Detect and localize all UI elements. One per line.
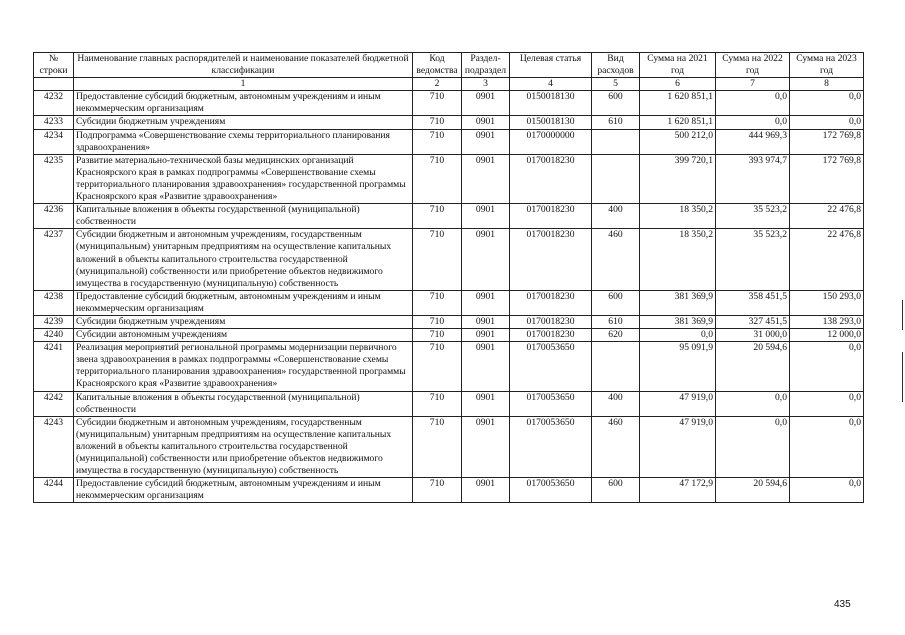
row-target: 0170053650 bbox=[510, 342, 592, 391]
row-dept-code: 710 bbox=[413, 416, 462, 477]
row-target: 0170018230 bbox=[510, 315, 592, 328]
row-sum-2021: 0,0 bbox=[640, 329, 716, 342]
row-exp-type: 600 bbox=[592, 290, 640, 315]
header-dept-code: Код ведомства bbox=[413, 53, 462, 78]
row-dept-code: 710 bbox=[413, 342, 462, 391]
row-name: Предоставление субсидий бюджетным, автономным учреждениям и иным некоммерческим организациям bbox=[74, 290, 413, 315]
row-exp-type: 400 bbox=[592, 204, 640, 229]
row-target: 0170053650 bbox=[510, 416, 592, 477]
row-dept-code: 710 bbox=[413, 129, 462, 154]
row-target: 0170018230 bbox=[510, 290, 592, 315]
header-sum-2022: Сумма на 2022 год bbox=[716, 53, 790, 78]
row-number: 4233 bbox=[34, 116, 74, 129]
margin-mark bbox=[902, 300, 903, 330]
row-sum-2022: 0,0 bbox=[716, 116, 790, 129]
row-number: 4240 bbox=[34, 329, 74, 342]
row-number: 4237 bbox=[34, 229, 74, 290]
row-section: 0901 bbox=[462, 416, 510, 477]
row-exp-type: 400 bbox=[592, 391, 640, 416]
row-sum-2022: 31 000,0 bbox=[716, 329, 790, 342]
row-exp-type: 460 bbox=[592, 229, 640, 290]
column-number: 2 bbox=[413, 78, 462, 91]
row-sum-2022: 358 451,5 bbox=[716, 290, 790, 315]
row-dept-code: 710 bbox=[413, 478, 462, 503]
row-number: 4243 bbox=[34, 416, 74, 477]
row-name: Субсидии бюджетным учреждениям bbox=[74, 116, 413, 129]
row-sum-2023: 0,0 bbox=[790, 416, 864, 477]
margin-mark bbox=[902, 352, 903, 402]
row-exp-type bbox=[592, 129, 640, 154]
row-exp-type: 460 bbox=[592, 416, 640, 477]
row-number: 4242 bbox=[34, 391, 74, 416]
table-row bbox=[34, 154, 864, 203]
row-dept-code: 710 bbox=[413, 91, 462, 116]
row-exp-type: 610 bbox=[592, 116, 640, 129]
row-name: Капитальные вложения в объекты государственной (муниципальной) собственности bbox=[74, 391, 413, 416]
table-row bbox=[34, 329, 864, 342]
column-number-row bbox=[34, 78, 864, 91]
row-sum-2021: 399 720,1 bbox=[640, 154, 716, 203]
row-section: 0901 bbox=[462, 116, 510, 129]
row-sum-2023: 12 000,0 bbox=[790, 329, 864, 342]
row-sum-2021: 381 369,9 bbox=[640, 315, 716, 328]
row-name: Развитие материально-технической базы медицинских организаций Красноярского края в рамках подпрограммы «Совершенствование схемы территориального планирования здравоохранения» государственной программы Красноярского края «Развитие здравоохранения» bbox=[74, 154, 413, 203]
row-target: 0170053650 bbox=[510, 478, 592, 503]
row-section: 0901 bbox=[462, 290, 510, 315]
header-exp-type: Вид расходов bbox=[592, 53, 640, 78]
row-sum-2021: 381 369,9 bbox=[640, 290, 716, 315]
row-target: 0170018230 bbox=[510, 204, 592, 229]
table-row bbox=[34, 229, 864, 290]
row-number: 4239 bbox=[34, 315, 74, 328]
row-number: 4241 bbox=[34, 342, 74, 391]
row-sum-2022: 0,0 bbox=[716, 391, 790, 416]
header-target: Целевая статья bbox=[510, 53, 592, 78]
row-sum-2021: 1 620 851,1 bbox=[640, 91, 716, 116]
header-name: Наименование главных распорядителей и наименование показателей бюджетной классификации bbox=[74, 53, 413, 78]
row-sum-2023: 0,0 bbox=[790, 91, 864, 116]
row-number: 4235 bbox=[34, 154, 74, 203]
row-section: 0901 bbox=[462, 391, 510, 416]
table-row bbox=[34, 204, 864, 229]
row-sum-2021: 18 350,2 bbox=[640, 204, 716, 229]
header-section: Раздел-подраздел bbox=[462, 53, 510, 78]
row-sum-2021: 47 172,9 bbox=[640, 478, 716, 503]
row-sum-2022: 327 451,5 bbox=[716, 315, 790, 328]
row-sum-2021: 500 212,0 bbox=[640, 129, 716, 154]
row-sum-2022: 35 523,2 bbox=[716, 229, 790, 290]
header-row-no: № строки bbox=[34, 53, 74, 78]
page-number: 435 bbox=[834, 599, 851, 610]
row-sum-2023: 0,0 bbox=[790, 342, 864, 391]
row-exp-type bbox=[592, 342, 640, 391]
row-dept-code: 710 bbox=[413, 290, 462, 315]
row-section: 0901 bbox=[462, 478, 510, 503]
row-sum-2023: 150 293,0 bbox=[790, 290, 864, 315]
row-dept-code: 710 bbox=[413, 154, 462, 203]
row-dept-code: 710 bbox=[413, 329, 462, 342]
column-number bbox=[34, 78, 74, 91]
row-target: 0170018230 bbox=[510, 154, 592, 203]
table-row bbox=[34, 391, 864, 416]
row-sum-2021: 18 350,2 bbox=[640, 229, 716, 290]
row-exp-type: 610 bbox=[592, 315, 640, 328]
row-sum-2023: 172 769,8 bbox=[790, 154, 864, 203]
row-sum-2022: 444 969,3 bbox=[716, 129, 790, 154]
table-row bbox=[34, 116, 864, 129]
row-number: 4236 bbox=[34, 204, 74, 229]
row-sum-2022: 35 523,2 bbox=[716, 204, 790, 229]
row-exp-type: 620 bbox=[592, 329, 640, 342]
row-section: 0901 bbox=[462, 129, 510, 154]
budget-table bbox=[33, 52, 864, 503]
row-section: 0901 bbox=[462, 91, 510, 116]
row-section: 0901 bbox=[462, 154, 510, 203]
row-number: 4234 bbox=[34, 129, 74, 154]
table-row bbox=[34, 478, 864, 503]
row-sum-2022: 393 974,7 bbox=[716, 154, 790, 203]
row-name: Субсидии бюджетным учреждениям bbox=[74, 315, 413, 328]
row-sum-2021: 47 919,0 bbox=[640, 391, 716, 416]
row-dept-code: 710 bbox=[413, 391, 462, 416]
column-number: 8 bbox=[790, 78, 864, 91]
column-number: 7 bbox=[716, 78, 790, 91]
row-dept-code: 710 bbox=[413, 204, 462, 229]
row-number: 4244 bbox=[34, 478, 74, 503]
table-row bbox=[34, 290, 864, 315]
row-name: Субсидии автономным учреждениям bbox=[74, 329, 413, 342]
row-exp-type bbox=[592, 154, 640, 203]
row-target: 0150018130 bbox=[510, 116, 592, 129]
row-name: Предоставление субсидий бюджетным, автономным учреждениям и иным некоммерческим организациям bbox=[74, 91, 413, 116]
table-row bbox=[34, 416, 864, 477]
row-target: 0170018230 bbox=[510, 229, 592, 290]
row-name: Субсидии бюджетным и автономным учреждениям, государственным (муниципальным) унитарным предприятиям на осуществление капитальных вложений в объекты капитального строительства государственной (муниципальной) собственности или приобретение объектов недвижимого имущества в государственную (муниципальную) собственность bbox=[74, 229, 413, 290]
row-target: 0170000000 bbox=[510, 129, 592, 154]
row-dept-code: 710 bbox=[413, 229, 462, 290]
row-sum-2022: 20 594,6 bbox=[716, 342, 790, 391]
table-row bbox=[34, 91, 864, 116]
row-section: 0901 bbox=[462, 315, 510, 328]
row-sum-2023: 0,0 bbox=[790, 116, 864, 129]
header-sum-2021: Сумма на 2021 год bbox=[640, 53, 716, 78]
column-number: 6 bbox=[640, 78, 716, 91]
row-sum-2021: 47 919,0 bbox=[640, 416, 716, 477]
row-number: 4238 bbox=[34, 290, 74, 315]
row-name: Реализация мероприятий региональной программы модернизации первичного звена здравоохранения в рамках подпрограммы «Совершенствование схемы территориального планирования здравоохранения» государственной программы Красноярского края «Развитие здравоохранения» bbox=[74, 342, 413, 391]
row-section: 0901 bbox=[462, 204, 510, 229]
row-sum-2022: 20 594,6 bbox=[716, 478, 790, 503]
table-row bbox=[34, 315, 864, 328]
row-section: 0901 bbox=[462, 329, 510, 342]
row-sum-2023: 22 476,8 bbox=[790, 204, 864, 229]
row-target: 0170053650 bbox=[510, 391, 592, 416]
row-name: Субсидии бюджетным и автономным учреждениям, государственным (муниципальным) унитарным предприятиям на осуществление капитальных вложений в объекты капитального строительства государственной (муниципальной) собственности или приобретение объектов недвижимого имущества в государственную (муниципальную) собственность bbox=[74, 416, 413, 477]
column-number: 3 bbox=[462, 78, 510, 91]
table-header-row bbox=[34, 53, 864, 78]
row-sum-2021: 1 620 851,1 bbox=[640, 116, 716, 129]
header-sum-2023: Сумма на 2023 год bbox=[790, 53, 864, 78]
row-name: Предоставление субсидий бюджетным, автономным учреждениям и иным некоммерческим организациям bbox=[74, 478, 413, 503]
row-sum-2023: 0,0 bbox=[790, 391, 864, 416]
row-section: 0901 bbox=[462, 342, 510, 391]
row-name: Капитальные вложения в объекты государственной (муниципальной) собственности bbox=[74, 204, 413, 229]
row-section: 0901 bbox=[462, 229, 510, 290]
row-target: 0170018230 bbox=[510, 329, 592, 342]
row-sum-2023: 0,0 bbox=[790, 478, 864, 503]
row-dept-code: 710 bbox=[413, 315, 462, 328]
table-row bbox=[34, 129, 864, 154]
row-sum-2021: 95 091,9 bbox=[640, 342, 716, 391]
row-sum-2023: 138 293,0 bbox=[790, 315, 864, 328]
column-number: 4 bbox=[510, 78, 592, 91]
row-number: 4232 bbox=[34, 91, 74, 116]
row-sum-2022: 0,0 bbox=[716, 91, 790, 116]
row-sum-2023: 22 476,8 bbox=[790, 229, 864, 290]
column-number: 5 bbox=[592, 78, 640, 91]
row-sum-2022: 0,0 bbox=[716, 416, 790, 477]
column-number: 1 bbox=[74, 78, 413, 91]
row-target: 0150018130 bbox=[510, 91, 592, 116]
row-name: Подпрограмма «Совершенствование схемы территориального планирования здравоохранения» bbox=[74, 129, 413, 154]
table-row bbox=[34, 342, 864, 391]
row-sum-2023: 172 769,8 bbox=[790, 129, 864, 154]
row-dept-code: 710 bbox=[413, 116, 462, 129]
row-exp-type: 600 bbox=[592, 478, 640, 503]
row-exp-type: 600 bbox=[592, 91, 640, 116]
